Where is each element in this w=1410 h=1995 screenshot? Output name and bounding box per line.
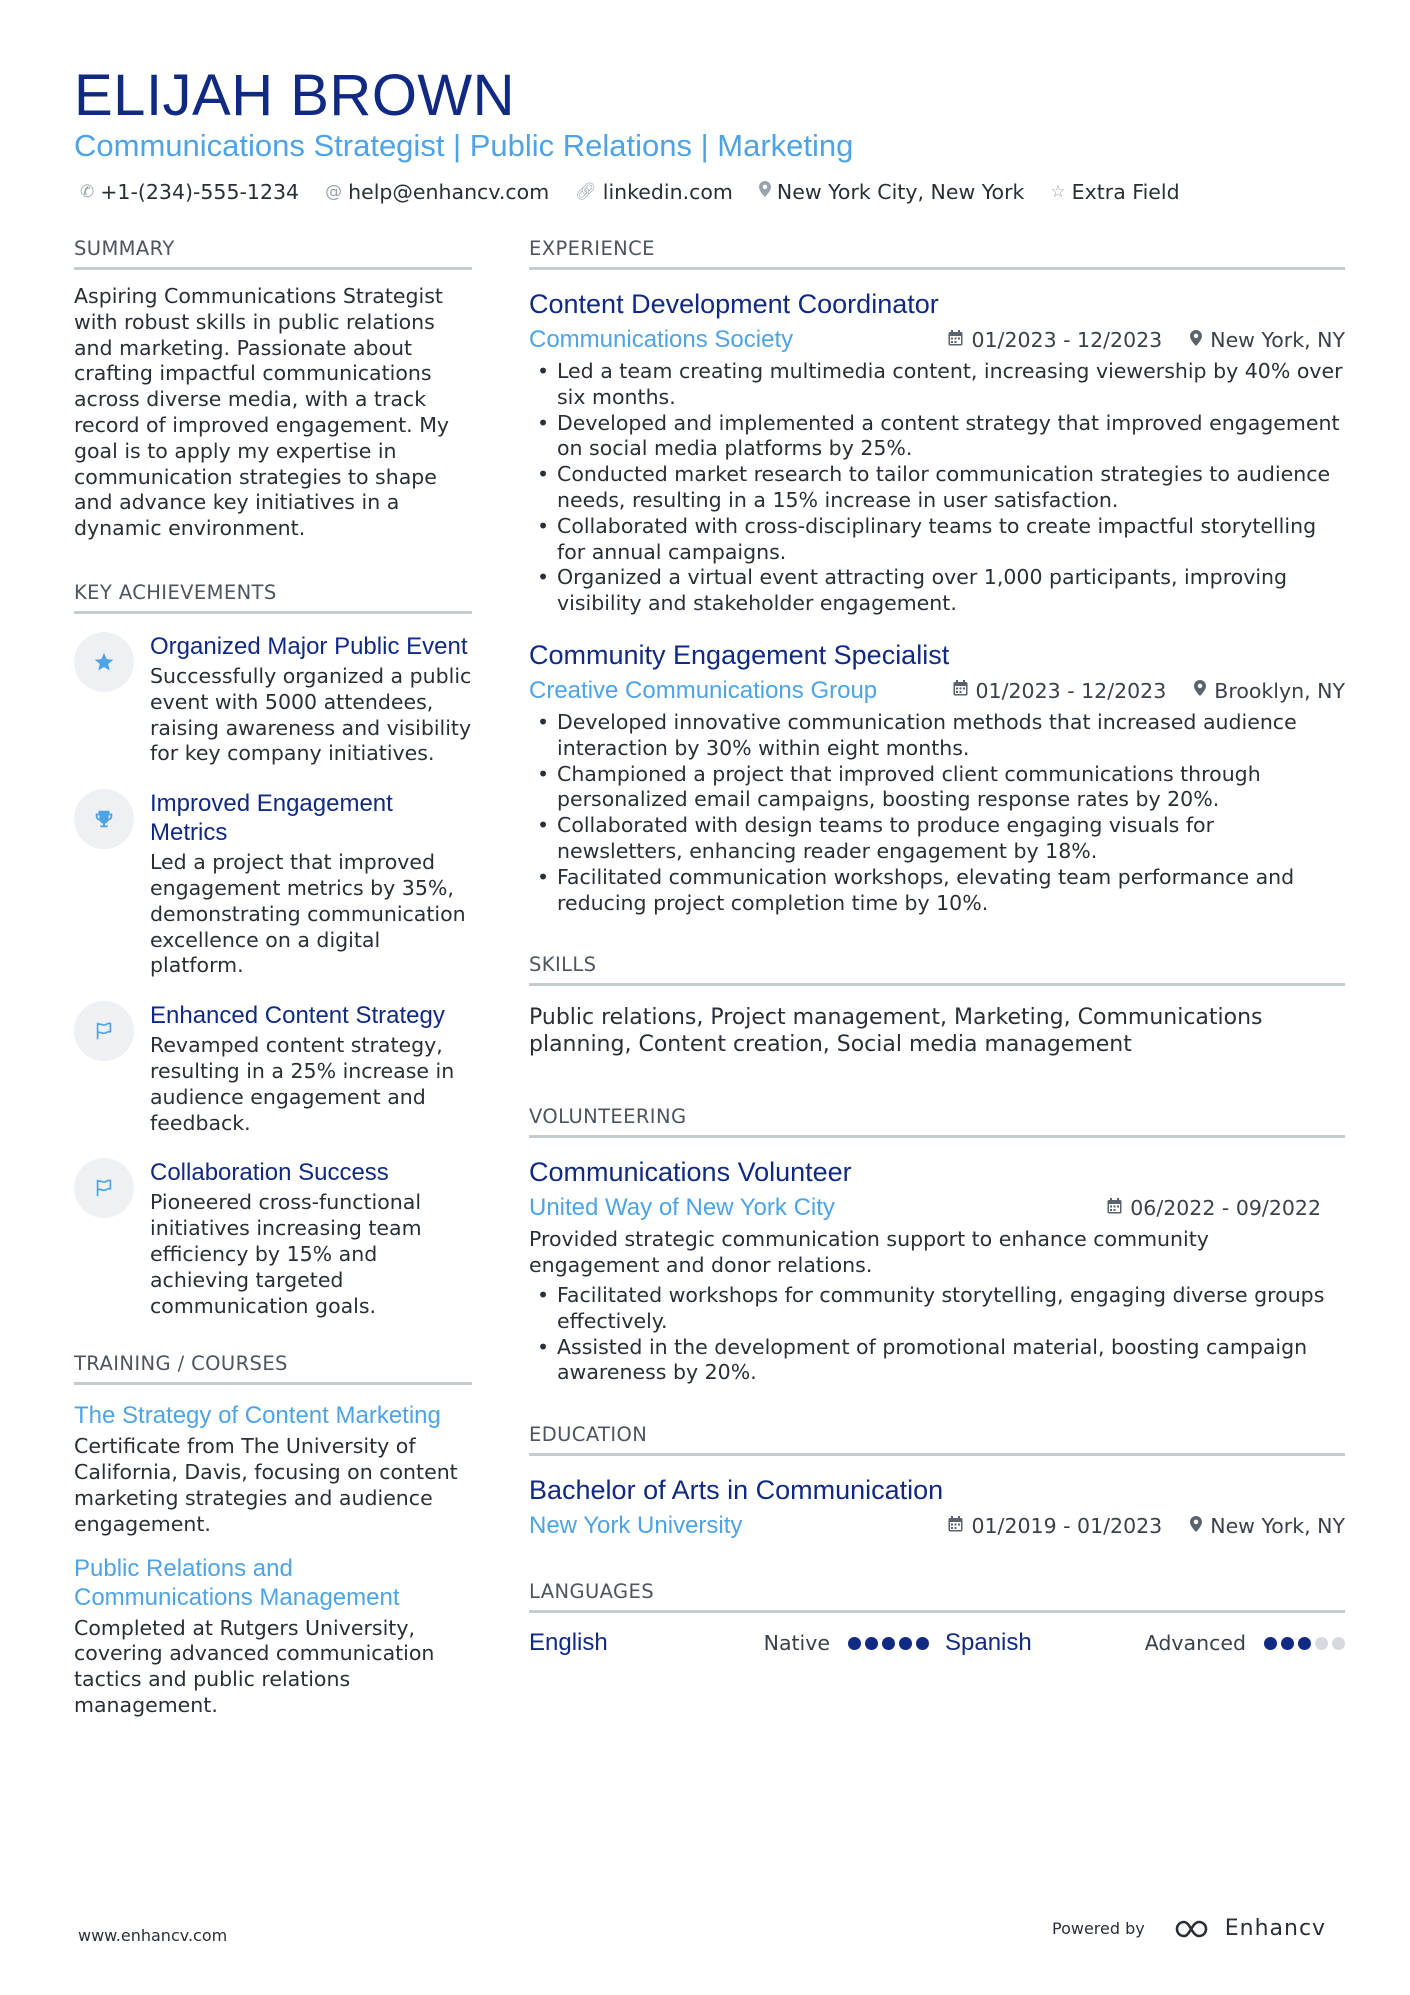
job-entry <box>529 288 1345 617</box>
education-dates: 01/2019 - 01/2023 <box>971 1514 1163 1539</box>
achievement-text: Pioneered cross-functional initiatives increasing team efficiency by 15% and achieving targeted communication goals. <box>150 1190 422 1318</box>
company-name: Communications Society <box>529 326 794 353</box>
achievement-text: Revamped content strategy, resulting in a 25% increase in audience engagement and feedback. <box>150 1033 455 1135</box>
achievement-item <box>74 632 472 767</box>
location-pin-icon <box>759 178 771 206</box>
location-pin-icon <box>1190 330 1202 351</box>
phone-icon: ✆ <box>80 182 95 202</box>
summary-text: Aspiring Communications Strategist with robust skills in public relations and marketing. Passionate about crafting impactful communications across diverse media, with a track record of improved engagement. My goal is to apply my expertise in communication strategies to shape and advance key initiatives in a dynamic environment. <box>74 284 450 541</box>
language-level: Native <box>763 1631 830 1656</box>
email-text[interactable]: help@enhancv.com <box>348 180 550 204</box>
education-heading: EDUCATION <box>529 1422 1345 1456</box>
location-pin-icon <box>1190 1516 1202 1537</box>
right-column <box>529 236 1345 1659</box>
language-rating <box>1260 1637 1345 1650</box>
volunteer-meta <box>1107 1196 1321 1220</box>
job-bullet: • Developed innovative communication methods that increased audience interaction by 30% within eight months. <box>529 710 1345 762</box>
education-entry <box>529 1474 1345 1541</box>
star-icon <box>74 632 134 692</box>
left-column <box>74 236 472 1719</box>
skills-text: Public relations, Project management, Marketing, Communications planning, Content creation, Social media management <box>529 1005 1263 1058</box>
volunteer-bullets <box>529 1283 1345 1386</box>
training-section <box>74 1351 472 1718</box>
job-bullets <box>529 710 1345 916</box>
contact-location <box>759 178 1024 206</box>
achievements-section <box>74 580 472 1319</box>
job-title: Content Development Coordinator <box>529 289 939 319</box>
rating-dot-filled <box>1298 1637 1311 1650</box>
at-icon: @ <box>325 182 343 202</box>
star-outline-icon: ☆ <box>1050 182 1066 202</box>
calendar-icon <box>953 680 968 701</box>
volunteer-role: Communications Volunteer <box>529 1157 852 1188</box>
job-bullet: • Championed a project that improved client communications through personalized email campaigns, boosting response rates by 20%. <box>529 762 1345 814</box>
footer-branding <box>1052 1916 1326 1941</box>
powered-by-label: Powered by <box>1052 1919 1145 1938</box>
rating-dot-filled <box>882 1637 895 1650</box>
job-bullet: • Organized a virtual event attracting over 1,000 participants, improving visibility and stakeholder engagement. <box>529 565 1345 617</box>
course-item <box>74 1401 472 1537</box>
enhancv-logo-icon <box>1173 1917 1217 1941</box>
degree-title: Bachelor of Arts in Communication <box>529 1475 944 1506</box>
school-name: New York University <box>529 1512 743 1540</box>
job-meta <box>948 328 1345 352</box>
contact-link[interactable] <box>575 178 733 206</box>
language-name: Spanish <box>945 1629 1032 1657</box>
education-location <box>1190 1514 1345 1538</box>
volunteering-heading: VOLUNTEERING <box>529 1104 1345 1138</box>
language-item <box>945 1629 1345 1657</box>
calendar-icon <box>948 330 963 351</box>
candidate-name: ELIJAH BROWN <box>74 63 516 128</box>
job-subheader <box>529 676 1345 706</box>
achievement-title: Collaboration Success <box>150 1159 389 1187</box>
calendar-icon <box>948 1516 963 1537</box>
footer-site-link[interactable]: www.enhancv.com <box>78 1926 228 1945</box>
rating-dot-filled <box>865 1637 878 1650</box>
languages-heading: LANGUAGES <box>529 1579 1345 1613</box>
rating-dot-filled <box>1264 1637 1277 1650</box>
experience-heading: EXPERIENCE <box>529 236 1345 270</box>
flag-icon <box>74 1001 134 1061</box>
achievement-text: Led a project that improved engagement metrics by 35%, demonstrating communication excellence on a digital platform. <box>150 850 466 978</box>
job-bullet: • Collaborated with design teams to produce engaging visuals for newsletters, enhancing reader engagement by 18%. <box>529 813 1345 865</box>
achievements-list <box>74 632 472 1319</box>
achievement-item <box>74 1001 472 1136</box>
achievement-text: Successfully organized a public event with 5000 attendees, raising awareness and visibility for key company initiatives. <box>150 663 472 766</box>
job-location <box>1190 328 1345 352</box>
volunteer-entry <box>529 1156 1345 1386</box>
enhancv-logo[interactable] <box>1173 1916 1326 1941</box>
rating-dot-filled <box>916 1637 929 1650</box>
candidate-headline: Communications Strategist | Public Relations | Marketing <box>74 128 854 163</box>
volunteer-dates: 06/2022 - 09/2022 <box>1130 1196 1321 1221</box>
rating-dot-filled <box>1281 1637 1294 1650</box>
job-meta <box>953 679 1345 703</box>
link-text[interactable]: linkedin.com <box>602 180 733 204</box>
job-dates: 01/2023 - 12/2023 <box>971 328 1163 352</box>
summary-heading: SUMMARY <box>74 236 472 270</box>
languages-list <box>529 1627 1345 1659</box>
job-bullet: • Facilitated communication workshops, elevating team performance and reducing project completion time by 10%. <box>529 865 1345 917</box>
rating-dot-filled <box>899 1637 912 1650</box>
trophy-icon <box>74 789 134 849</box>
location-text: New York City, New York <box>776 180 1025 204</box>
volunteer-bullet: • Assisted in the development of promotional material, boosting campaign awareness by 20%. <box>529 1335 1345 1387</box>
brand-name: Enhancv <box>1224 1916 1327 1941</box>
job-bullet: • Led a team creating multimedia content, increasing viewership by 40% over six months. <box>529 359 1345 411</box>
achievements-heading: KEY ACHIEVEMENTS <box>74 580 472 614</box>
volunteering-section <box>529 1104 1345 1386</box>
phone-text: +1-(234)-555-1234 <box>100 180 300 204</box>
course-text: Completed at Rutgers University, covering advanced communication tactics and public relations management. <box>74 1615 435 1717</box>
volunteer-description: Provided strategic communication support to enhance community engagement and donor relations. <box>529 1227 1209 1278</box>
job-bullet: • Conducted market research to tailor communication strategies to audience needs, resulting in a 15% increase in user satisfaction. <box>529 462 1345 514</box>
extra-text: Extra Field <box>1071 180 1180 204</box>
achievement-item <box>74 1158 472 1319</box>
volunteer-bullet: • Facilitated workshops for community storytelling, engaging diverse groups effectively. <box>529 1283 1345 1335</box>
summary-section <box>74 236 472 542</box>
job-title: Community Engagement Specialist <box>529 639 950 670</box>
job-location-text: Brooklyn, NY <box>1214 678 1345 703</box>
education-subheader <box>529 1511 1345 1541</box>
job-bullet: • Collaborated with cross-disciplinary teams to create impactful storytelling for annual campaigns. <box>529 514 1345 566</box>
volunteer-org: United Way of New York City <box>529 1194 835 1222</box>
job-location <box>1194 679 1345 703</box>
skills-section <box>529 952 1345 1058</box>
achievement-title: Enhanced Content Strategy <box>150 1002 445 1030</box>
rating-dot-empty <box>1332 1637 1345 1650</box>
languages-section <box>529 1579 1345 1659</box>
job-bullet: • Developed and implemented a content strategy that improved engagement on social media platforms by 25%. <box>529 411 1345 463</box>
job-subheader <box>529 325 1345 355</box>
job-bullets <box>529 359 1345 617</box>
contact-phone <box>80 178 299 206</box>
location-pin-icon <box>1194 680 1206 701</box>
rating-dot-empty <box>1315 1637 1328 1650</box>
education-meta <box>948 1514 1345 1538</box>
achievement-item <box>74 789 472 979</box>
contact-email[interactable] <box>325 178 549 206</box>
language-item <box>529 1629 929 1657</box>
contact-bar <box>80 178 1206 206</box>
language-level: Advanced <box>1144 1631 1246 1656</box>
volunteer-subheader <box>529 1193 1345 1223</box>
experience-section <box>529 236 1345 916</box>
skills-heading: SKILLS <box>529 952 1345 986</box>
flag-icon <box>74 1158 134 1218</box>
course-title: Public Relations and Communications Management <box>74 1554 400 1611</box>
link-icon: 🔗︎ <box>575 182 597 202</box>
language-rating <box>844 1637 929 1650</box>
rating-dot-filled <box>848 1637 861 1650</box>
education-section <box>529 1422 1345 1541</box>
training-heading: TRAINING / COURSES <box>74 1351 472 1385</box>
language-name: English <box>529 1629 608 1657</box>
job-dates: 01/2023 - 12/2023 <box>975 678 1167 703</box>
company-name: Creative Communications Group <box>529 676 878 704</box>
contact-extra <box>1050 178 1179 206</box>
calendar-icon <box>1107 1198 1122 1219</box>
achievement-title: Organized Major Public Event <box>150 632 468 660</box>
course-item <box>74 1554 472 1719</box>
course-text: Certificate from The University of California, Davis, focusing on content marketing strategies and audience engagement. <box>74 1434 458 1536</box>
course-title: The Strategy of Content Marketing <box>74 1402 441 1430</box>
job-entry <box>529 639 1345 916</box>
education-location-text: New York, NY <box>1210 1514 1345 1539</box>
job-location-text: New York, NY <box>1210 328 1345 352</box>
achievement-title: Improved Engagement Metrics <box>150 790 393 847</box>
